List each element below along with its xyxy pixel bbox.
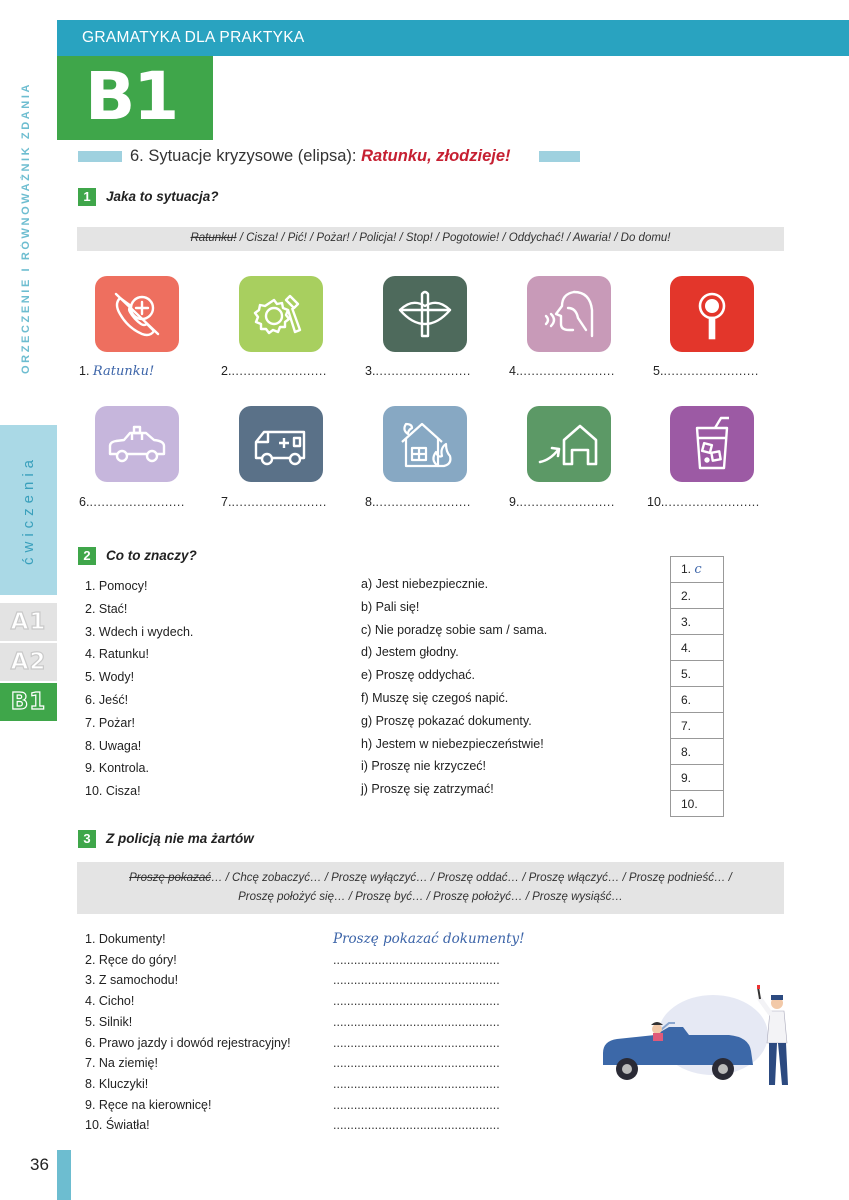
answer-10-number: 10.	[647, 495, 665, 509]
table-row[interactable]: 3.	[671, 609, 724, 635]
table-row[interactable]: 4.	[671, 635, 724, 661]
page-number: 36	[30, 1155, 49, 1174]
answer-9[interactable]	[509, 495, 615, 509]
level-a2-badge: A2	[0, 643, 57, 681]
exercise-1-number: 1	[78, 188, 96, 206]
list-item: 3. Wdech i wydech.	[85, 624, 194, 639]
list-item: 6. Jeść!	[85, 692, 129, 707]
list-item: j) Proszę się zatrzymać!	[361, 782, 494, 797]
exercise-2-number: 2	[78, 547, 96, 565]
list-item: 10. Cisza!	[85, 784, 141, 799]
word-bank-words: / Cisza! / Pić! / Pożar! / Policja! / Stop! / Pogotowie! / Oddychać! / Awaria! / Do domu!	[236, 232, 671, 244]
exercise-3-word-bank	[77, 862, 784, 914]
answer-line[interactable]: ................................................	[333, 973, 500, 988]
list-item: 3. Z samochodu!	[85, 973, 179, 988]
list-item: 8. Kluczyki!	[85, 1076, 149, 1091]
side-tab-label: ćwiczenia	[20, 454, 37, 566]
exercise-2-left-list	[85, 575, 193, 803]
table-row[interactable]: 10.	[671, 791, 724, 817]
list-item: d) Jestem głodny.	[361, 645, 459, 660]
list-item: 9. Kontrola.	[85, 761, 149, 776]
section-title-emphasis: Ratunku, złodzieje!	[361, 147, 511, 165]
list-item: 4. Cicho!	[85, 994, 135, 1009]
level-block-label: B1	[85, 58, 178, 135]
answer-6-blank: ........................	[89, 495, 185, 509]
drink-glass-icon	[670, 406, 754, 482]
list-item: f) Muszę się czegoś napić.	[361, 690, 509, 705]
table-row[interactable]: 9.	[671, 765, 724, 791]
list-item: b) Pali się!	[361, 599, 420, 614]
exercise-1-word-bank	[77, 227, 784, 251]
list-item: 4. Ratunku!	[85, 647, 149, 662]
exercise-1-title: Jaka to sytuacja?	[106, 189, 219, 204]
side-topic-label: ORZECZENIE I RÓWNOWAŻNIK ZDANIA	[20, 81, 32, 374]
phone-emergency-icon	[95, 276, 179, 352]
answer-6-number: 6.	[79, 495, 90, 509]
answer-line[interactable]: ................................................	[333, 1056, 500, 1071]
answer-line[interactable]: ................................................	[333, 994, 500, 1009]
answer-line[interactable]: ................................................	[333, 1014, 500, 1029]
answer-1[interactable]	[79, 364, 154, 379]
section-title-prefix: 6. Sytuacje kryzysowe (elipsa):	[130, 147, 362, 165]
level-a1-badge: A1	[0, 603, 57, 641]
answer-2[interactable]	[221, 364, 327, 378]
answer-10-blank: ........................	[664, 495, 760, 509]
list-item: 2. Stać!	[85, 601, 128, 616]
list-item: e) Proszę oddychać.	[361, 668, 475, 683]
answer-10[interactable]	[647, 495, 760, 509]
list-item: 9. Ręce na kierownicę!	[85, 1097, 212, 1112]
word-bank-line-1: … / Chcę zobaczyć… / Proszę wyłączyć… / Proszę oddać… / Proszę włączyć… / Proszę podnieść… /	[210, 872, 732, 884]
list-item: g) Proszę pokazać dokumenty.	[361, 713, 532, 728]
bottom-accent-bar	[57, 1150, 71, 1200]
answer-5[interactable]	[653, 364, 759, 378]
answer-7-number: 7.	[221, 495, 232, 509]
answer-8[interactable]	[365, 495, 471, 509]
stop-sign-icon	[670, 276, 754, 352]
ambulance-icon	[239, 406, 323, 482]
list-item: h) Jestem w niebezpieczeństwie!	[361, 736, 544, 751]
answer-9-number: 9.	[509, 495, 520, 509]
answer-4[interactable]	[509, 364, 615, 378]
answer-9-blank: ........................	[519, 495, 615, 509]
list-item: i) Proszę nie krzyczeć!	[361, 759, 487, 774]
matching-answer-table	[670, 556, 724, 817]
list-item: 1. Dokumenty!	[85, 932, 166, 946]
word-bank-line-2: Proszę położyć się… / Proszę być… / Proszę położyć… / Proszę wysiąść…	[238, 891, 623, 903]
list-item: 7. Na ziemię!	[85, 1056, 158, 1071]
word-bank-struck-word: Ratunku!	[190, 232, 237, 244]
answer-line[interactable]: ................................................	[333, 1097, 500, 1112]
answer-6[interactable]	[79, 495, 185, 509]
answer-line-filled[interactable]: Proszę pokazać dokumenty!	[333, 931, 525, 947]
table-row-number: 1.	[681, 562, 692, 576]
word-bank-struck-phrase: Proszę pokazać	[129, 872, 211, 884]
exercise-2-right-list	[361, 573, 547, 801]
list-item: 1. Pomocy!	[85, 579, 148, 593]
table-row-answer: c	[694, 562, 702, 577]
lips-finger-icon	[383, 276, 467, 352]
gear-wrench-icon	[239, 276, 323, 352]
police-car-icon	[95, 406, 179, 482]
table-row[interactable]: 2.	[671, 583, 724, 609]
list-item: 5. Silnik!	[85, 1014, 133, 1029]
exercise-2-title: Co to znaczy?	[106, 548, 197, 563]
list-item: 7. Pożar!	[85, 715, 136, 730]
table-row[interactable]: 7.	[671, 713, 724, 739]
table-row[interactable]: 8.	[671, 739, 724, 765]
answer-8-number: 8.	[365, 495, 376, 509]
section-bar-right	[539, 151, 580, 162]
answer-8-blank: ........................	[375, 495, 471, 509]
list-item: a) Jest niebezpiecznie.	[361, 577, 489, 591]
list-item: 5. Wody!	[85, 670, 135, 685]
exercise-3-answers	[333, 929, 525, 1136]
answer-7-blank: ........................	[231, 495, 327, 509]
exercise-3-title: Z policją nie ma żartów	[106, 831, 254, 846]
answer-line[interactable]: ................................................	[333, 1118, 500, 1133]
answer-4-blank: ........................	[519, 364, 615, 378]
exercise-3-number: 3	[78, 830, 96, 848]
answer-3-number: 3.	[365, 364, 376, 378]
answer-7[interactable]	[221, 495, 327, 509]
answer-5-number: 5.	[653, 364, 664, 378]
list-item: c) Nie poradzę sobie sam / sama.	[361, 622, 548, 637]
police-car-stop-illustration	[595, 985, 800, 1095]
list-item: 6. Prawo jazdy i dowód rejestracyjny!	[85, 1035, 291, 1050]
answer-3-blank: ........................	[375, 364, 471, 378]
table-row[interactable]	[671, 557, 724, 583]
answer-2-blank: ........................	[231, 364, 327, 378]
list-item: 8. Uwaga!	[85, 738, 142, 753]
answer-line[interactable]: ................................................	[333, 1035, 500, 1050]
section-title	[130, 147, 511, 166]
answer-line[interactable]: ................................................	[333, 1076, 500, 1091]
table-row[interactable]: 5.	[671, 661, 724, 687]
answer-5-blank: ........................	[663, 364, 759, 378]
breathing-face-icon	[527, 276, 611, 352]
list-item: 10. Światła!	[85, 1118, 150, 1133]
section-bar-left	[78, 151, 122, 162]
table-row[interactable]: 6.	[671, 687, 724, 713]
answer-1-number: 1.	[79, 364, 90, 378]
answer-line[interactable]: ................................................	[333, 952, 500, 967]
header-title: GRAMATYKA DLA PRAKTYKA	[82, 29, 305, 46]
answer-2-number: 2.	[221, 364, 232, 378]
answer-3[interactable]	[365, 364, 471, 378]
answer-1-filled: Ratunku!	[92, 364, 155, 379]
answer-4-number: 4.	[509, 364, 520, 378]
burning-house-icon	[383, 406, 467, 482]
exercise-3-items	[85, 929, 291, 1136]
home-arrow-icon	[527, 406, 611, 482]
list-item: 2. Ręce do góry!	[85, 952, 177, 967]
level-b1-badge: B1	[0, 683, 57, 721]
